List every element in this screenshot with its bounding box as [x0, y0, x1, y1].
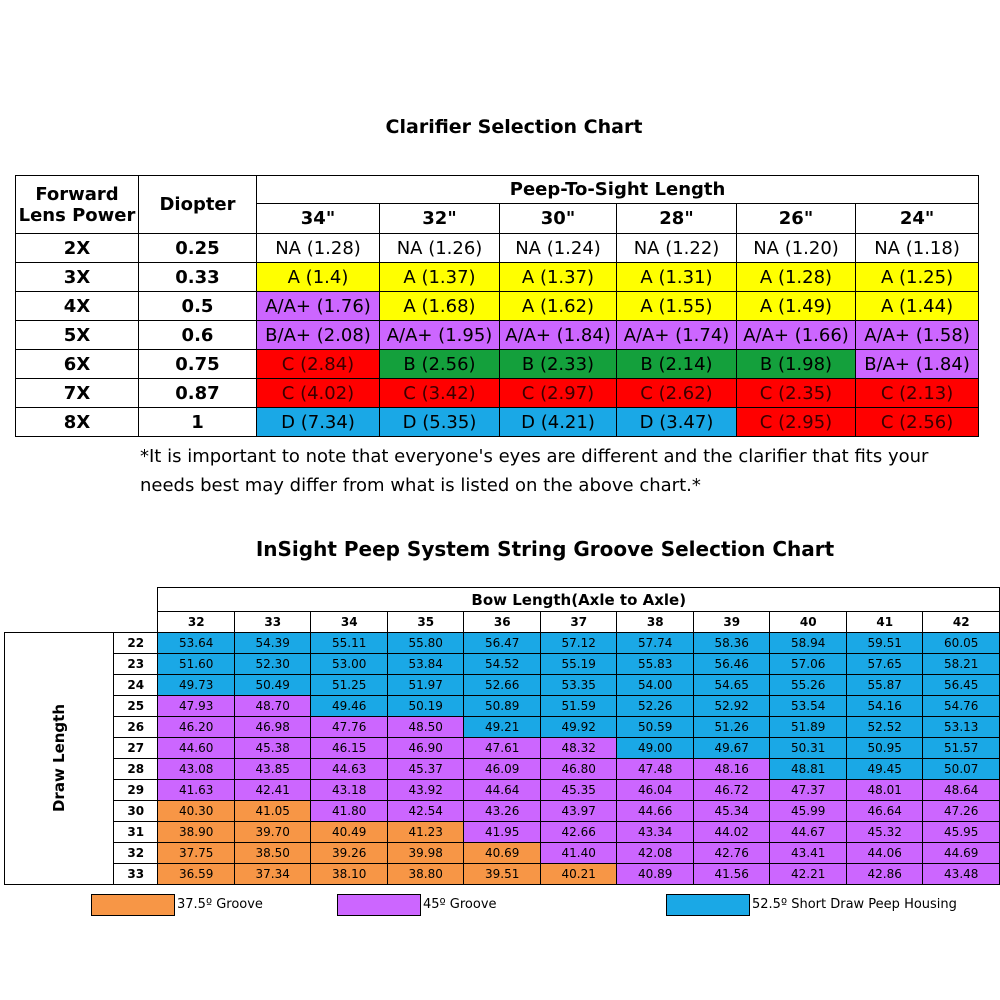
groove-value-cell: 39.51 [464, 863, 541, 884]
clarifier-cell: B (2.56) [380, 350, 500, 379]
clarifier-cell: A (1.37) [500, 263, 617, 292]
bow-length-cell: 34 [311, 612, 388, 633]
groove-value-cell: 43.92 [387, 779, 464, 800]
groove-value-cell: 47.37 [770, 779, 847, 800]
groove-value-cell: 49.92 [540, 716, 617, 737]
groove-value-cell: 54.39 [234, 632, 311, 653]
clarifier-cell: NA (1.28) [257, 234, 380, 263]
legend-swatch-52-groove [666, 894, 750, 916]
bow-length-cell: 40 [770, 612, 847, 633]
groove-value-cell: 52.66 [464, 674, 541, 695]
groove-value-cell: 43.48 [923, 863, 1000, 884]
groove-value-cell: 45.37 [387, 758, 464, 779]
groove-value-cell: 55.11 [311, 632, 388, 653]
groove-value-cell: 53.64 [158, 632, 235, 653]
diopter-cell: 0.87 [139, 379, 257, 408]
clarifier-cell: B (2.14) [617, 350, 737, 379]
legend-swatch-37-groove [91, 894, 175, 916]
groove-value-cell: 40.89 [617, 863, 694, 884]
groove-value-cell: 55.26 [770, 674, 847, 695]
groove-value-cell: 42.86 [846, 863, 923, 884]
draw-length-row [5, 674, 1000, 695]
groove-value-cell: 46.20 [158, 716, 235, 737]
groove-value-cell: 38.80 [387, 863, 464, 884]
clarifier-note-line1: *It is important to note that everyone's eyes are different and the clarifier that fits your [140, 446, 929, 467]
groove-value-cell: 43.85 [234, 758, 311, 779]
draw-length-row [5, 842, 1000, 863]
groove-value-cell: 56.45 [923, 674, 1000, 695]
clarifier-cell: B/A+ (1.84) [856, 350, 979, 379]
groove-value-cell: 53.84 [387, 653, 464, 674]
groove-value-cell: 51.57 [923, 737, 1000, 758]
lens-power-cell: 4X [16, 292, 139, 321]
clarifier-cell: C (3.42) [380, 379, 500, 408]
draw-length-cell: 27 [114, 737, 158, 758]
groove-value-cell: 58.94 [770, 632, 847, 653]
groove-value-cell: 36.59 [158, 863, 235, 884]
clarifier-cell: A (1.25) [856, 263, 979, 292]
groove-value-cell: 48.81 [770, 758, 847, 779]
groove-value-cell: 40.69 [464, 842, 541, 863]
groove-value-cell: 46.15 [311, 737, 388, 758]
groove-value-cell: 46.09 [464, 758, 541, 779]
groove-value-cell: 55.87 [846, 674, 923, 695]
groove-value-cell: 48.50 [387, 716, 464, 737]
draw-length-row [5, 821, 1000, 842]
clarifier-cell: D (5.35) [380, 408, 500, 437]
groove-value-cell: 56.46 [693, 653, 770, 674]
groove-value-cell: 60.05 [923, 632, 1000, 653]
clarifier-row [16, 292, 979, 321]
groove-table-body [5, 588, 1000, 885]
groove-value-cell: 55.80 [387, 632, 464, 653]
groove-value-cell: 50.19 [387, 695, 464, 716]
groove-value-cell: 47.76 [311, 716, 388, 737]
clarifier-cell: NA (1.26) [380, 234, 500, 263]
bow-length-cell: 42 [923, 612, 1000, 633]
clarifier-cell: A (1.28) [737, 263, 856, 292]
clarifier-cell: C (2.13) [856, 379, 979, 408]
diopter-cell: 0.33 [139, 263, 257, 292]
clarifier-selection-table [15, 175, 979, 437]
groove-value-cell: 52.26 [617, 695, 694, 716]
draw-length-cell: 24 [114, 674, 158, 695]
peep-length-header-cell: 30" [500, 204, 617, 234]
diopter-cell: 0.75 [139, 350, 257, 379]
bow-length-cell: 37 [540, 612, 617, 633]
groove-value-cell: 55.83 [617, 653, 694, 674]
clarifier-cell: NA (1.22) [617, 234, 737, 263]
groove-value-cell: 41.23 [387, 821, 464, 842]
groove-value-cell: 51.97 [387, 674, 464, 695]
clarifier-cell: C (2.62) [617, 379, 737, 408]
groove-value-cell: 48.70 [234, 695, 311, 716]
groove-value-cell: 44.60 [158, 737, 235, 758]
legend-label-52-groove: 52.5º Short Draw Peep Housing [752, 897, 957, 912]
groove-value-cell: 44.63 [311, 758, 388, 779]
clarifier-cell: C (2.56) [856, 408, 979, 437]
bow-length-cell: 32 [158, 612, 235, 633]
bow-length-cell: 39 [693, 612, 770, 633]
groove-value-cell: 47.61 [464, 737, 541, 758]
groove-value-cell: 58.36 [693, 632, 770, 653]
groove-value-cell: 53.35 [540, 674, 617, 695]
groove-value-cell: 51.60 [158, 653, 235, 674]
clarifier-cell: C (2.95) [737, 408, 856, 437]
lens-power-cell: 2X [16, 234, 139, 263]
groove-value-cell: 53.13 [923, 716, 1000, 737]
groove-value-cell: 40.21 [540, 863, 617, 884]
bow-length-cell: 41 [846, 612, 923, 633]
draw-length-cell: 29 [114, 779, 158, 800]
draw-length-cell: 32 [114, 842, 158, 863]
forward-lens-power-header-line2: Lens Power [18, 204, 136, 226]
clarifier-cell: A/A+ (1.95) [380, 321, 500, 350]
groove-value-cell: 38.90 [158, 821, 235, 842]
draw-length-row [5, 695, 1000, 716]
groove-value-cell: 52.92 [693, 695, 770, 716]
groove-value-cell: 40.30 [158, 800, 235, 821]
peep-length-header-cell: 26" [737, 204, 856, 234]
diopter-cell: 0.6 [139, 321, 257, 350]
clarifier-chart-title: Clarifier Selection Chart [385, 116, 643, 138]
clarifier-note-line2: needs best may differ from what is listed on the above chart.* [140, 475, 701, 496]
groove-value-cell: 49.46 [311, 695, 388, 716]
groove-value-cell: 44.06 [846, 842, 923, 863]
diopter-cell: 0.5 [139, 292, 257, 321]
groove-value-cell: 46.04 [617, 779, 694, 800]
groove-value-cell: 42.54 [387, 800, 464, 821]
draw-length-row [5, 800, 1000, 821]
groove-value-cell: 53.54 [770, 695, 847, 716]
groove-value-cell: 39.70 [234, 821, 311, 842]
groove-value-cell: 53.00 [311, 653, 388, 674]
draw-length-row [5, 758, 1000, 779]
groove-value-cell: 45.32 [846, 821, 923, 842]
groove-value-cell: 42.41 [234, 779, 311, 800]
clarifier-row [16, 263, 979, 292]
draw-length-cell: 30 [114, 800, 158, 821]
string-groove-selection-table [4, 587, 1000, 885]
groove-value-cell: 47.48 [617, 758, 694, 779]
bow-length-header: Bow Length(Axle to Axle) [158, 588, 1000, 612]
groove-value-cell: 54.52 [464, 653, 541, 674]
groove-value-cell: 50.89 [464, 695, 541, 716]
peep-length-header-cell: 28" [617, 204, 737, 234]
draw-length-row [5, 653, 1000, 674]
draw-length-header [5, 632, 114, 884]
groove-value-cell: 47.93 [158, 695, 235, 716]
clarifier-cell: NA (1.18) [856, 234, 979, 263]
diopter-cell: 0.25 [139, 234, 257, 263]
draw-length-label: Draw Length [50, 703, 69, 813]
groove-value-cell: 39.98 [387, 842, 464, 863]
groove-value-cell: 57.65 [846, 653, 923, 674]
groove-value-cell: 49.67 [693, 737, 770, 758]
draw-length-cell: 25 [114, 695, 158, 716]
groove-value-cell: 43.08 [158, 758, 235, 779]
groove-value-cell: 59.51 [846, 632, 923, 653]
clarifier-table-body [16, 234, 979, 437]
groove-value-cell: 51.59 [540, 695, 617, 716]
peep-to-sight-length-header: Peep-To-Sight Length [257, 176, 979, 204]
clarifier-cell: A (1.62) [500, 292, 617, 321]
groove-value-cell: 42.76 [693, 842, 770, 863]
clarifier-cell: A/A+ (1.58) [856, 321, 979, 350]
draw-length-cell: 23 [114, 653, 158, 674]
groove-value-cell: 44.66 [617, 800, 694, 821]
groove-value-cell: 46.80 [540, 758, 617, 779]
groove-value-cell: 41.56 [693, 863, 770, 884]
groove-value-cell: 54.16 [846, 695, 923, 716]
groove-value-cell: 41.63 [158, 779, 235, 800]
groove-value-cell: 41.80 [311, 800, 388, 821]
clarifier-cell: C (4.02) [257, 379, 380, 408]
groove-value-cell: 42.08 [617, 842, 694, 863]
groove-value-cell: 50.31 [770, 737, 847, 758]
groove-value-cell: 48.32 [540, 737, 617, 758]
draw-length-row [5, 632, 1000, 653]
draw-length-cell: 26 [114, 716, 158, 737]
legend-swatch-45-groove [337, 894, 421, 916]
bow-length-cell: 35 [387, 612, 464, 633]
groove-value-cell: 42.21 [770, 863, 847, 884]
draw-length-row [5, 863, 1000, 884]
groove-value-cell: 52.52 [846, 716, 923, 737]
groove-corner-blank [5, 588, 158, 612]
groove-value-cell: 37.34 [234, 863, 311, 884]
groove-value-cell: 45.34 [693, 800, 770, 821]
groove-value-cell: 49.00 [617, 737, 694, 758]
groove-value-cell: 49.21 [464, 716, 541, 737]
groove-value-cell: 44.67 [770, 821, 847, 842]
groove-value-cell: 38.50 [234, 842, 311, 863]
groove-value-cell: 50.95 [846, 737, 923, 758]
lens-power-cell: 7X [16, 379, 139, 408]
clarifier-cell: A/A+ (1.66) [737, 321, 856, 350]
clarifier-row [16, 408, 979, 437]
groove-value-cell: 52.30 [234, 653, 311, 674]
clarifier-row [16, 350, 979, 379]
groove-chart-title: InSight Peep System String Groove Selection Chart [255, 537, 835, 561]
groove-value-cell: 38.10 [311, 863, 388, 884]
clarifier-cell: A (1.49) [737, 292, 856, 321]
groove-value-cell: 43.34 [617, 821, 694, 842]
clarifier-cell: D (4.21) [500, 408, 617, 437]
groove-value-cell: 57.12 [540, 632, 617, 653]
groove-value-cell: 43.41 [770, 842, 847, 863]
groove-value-cell: 57.06 [770, 653, 847, 674]
groove-value-cell: 51.26 [693, 716, 770, 737]
groove-value-cell: 43.18 [311, 779, 388, 800]
clarifier-cell: B/A+ (2.08) [257, 321, 380, 350]
groove-value-cell: 45.38 [234, 737, 311, 758]
clarifier-cell: C (2.35) [737, 379, 856, 408]
groove-value-cell: 37.75 [158, 842, 235, 863]
groove-value-cell: 45.35 [540, 779, 617, 800]
groove-value-cell: 45.95 [923, 821, 1000, 842]
groove-corner-blank-2 [5, 612, 158, 633]
clarifier-cell: A/A+ (1.76) [257, 292, 380, 321]
groove-value-cell: 44.69 [923, 842, 1000, 863]
groove-value-cell: 50.07 [923, 758, 1000, 779]
groove-value-cell: 49.73 [158, 674, 235, 695]
clarifier-cell: A/A+ (1.84) [500, 321, 617, 350]
groove-value-cell: 46.64 [846, 800, 923, 821]
bow-length-cell: 36 [464, 612, 541, 633]
groove-value-cell: 43.26 [464, 800, 541, 821]
draw-length-cell: 28 [114, 758, 158, 779]
bow-length-cell: 33 [234, 612, 311, 633]
groove-value-cell: 43.97 [540, 800, 617, 821]
groove-value-cell: 46.98 [234, 716, 311, 737]
clarifier-cell: A (1.68) [380, 292, 500, 321]
draw-length-row [5, 716, 1000, 737]
groove-value-cell: 46.72 [693, 779, 770, 800]
groove-value-cell: 50.49 [234, 674, 311, 695]
lens-power-cell: 5X [16, 321, 139, 350]
lens-power-cell: 3X [16, 263, 139, 292]
groove-value-cell: 46.90 [387, 737, 464, 758]
clarifier-row [16, 379, 979, 408]
clarifier-cell: B (1.98) [737, 350, 856, 379]
groove-value-cell: 40.49 [311, 821, 388, 842]
draw-length-cell: 22 [114, 632, 158, 653]
peep-length-header-cell: 32" [380, 204, 500, 234]
groove-value-cell: 44.02 [693, 821, 770, 842]
legend-label-37-groove: 37.5º Groove [177, 897, 263, 912]
diopter-cell: 1 [139, 408, 257, 437]
groove-value-cell: 56.47 [464, 632, 541, 653]
groove-value-cell: 48.64 [923, 779, 1000, 800]
forward-lens-power-header-line1: Forward [35, 183, 119, 205]
peep-length-header-cell: 34" [257, 204, 380, 234]
groove-value-cell: 51.25 [311, 674, 388, 695]
clarifier-cell: NA (1.24) [500, 234, 617, 263]
groove-value-cell: 44.64 [464, 779, 541, 800]
groove-value-cell: 58.21 [923, 653, 1000, 674]
lens-power-cell: 8X [16, 408, 139, 437]
clarifier-row [16, 321, 979, 350]
groove-value-cell: 41.05 [234, 800, 311, 821]
groove-value-cell: 45.99 [770, 800, 847, 821]
bow-length-cell: 38 [617, 612, 694, 633]
groove-value-cell: 41.40 [540, 842, 617, 863]
groove-value-cell: 54.00 [617, 674, 694, 695]
lens-power-cell: 6X [16, 350, 139, 379]
groove-value-cell: 51.89 [770, 716, 847, 737]
clarifier-cell: A/A+ (1.74) [617, 321, 737, 350]
clarifier-note [140, 442, 970, 500]
clarifier-cell: A (1.55) [617, 292, 737, 321]
groove-value-cell: 49.45 [846, 758, 923, 779]
groove-value-cell: 41.95 [464, 821, 541, 842]
groove-value-cell: 48.01 [846, 779, 923, 800]
draw-length-row [5, 737, 1000, 758]
clarifier-row [16, 234, 979, 263]
clarifier-cell: A (1.4) [257, 263, 380, 292]
groove-value-cell: 54.76 [923, 695, 1000, 716]
groove-value-cell: 39.26 [311, 842, 388, 863]
clarifier-cell: C (2.84) [257, 350, 380, 379]
clarifier-cell: NA (1.20) [737, 234, 856, 263]
groove-value-cell: 47.26 [923, 800, 1000, 821]
forward-lens-power-header [16, 176, 139, 234]
groove-value-cell: 54.65 [693, 674, 770, 695]
clarifier-cell: C (2.97) [500, 379, 617, 408]
groove-value-cell: 50.59 [617, 716, 694, 737]
diopter-header: Diopter [139, 176, 257, 234]
bow-length-values-row [5, 612, 1000, 633]
draw-length-row [5, 779, 1000, 800]
groove-value-cell: 57.74 [617, 632, 694, 653]
clarifier-cell: D (7.34) [257, 408, 380, 437]
clarifier-cell: A (1.31) [617, 263, 737, 292]
legend-label-45-groove: 45º Groove [423, 897, 497, 912]
clarifier-cell: B (2.33) [500, 350, 617, 379]
clarifier-cell: D (3.47) [617, 408, 737, 437]
peep-length-header-cell: 24" [856, 204, 979, 234]
clarifier-cell: A (1.37) [380, 263, 500, 292]
draw-length-cell: 31 [114, 821, 158, 842]
draw-length-cell: 33 [114, 863, 158, 884]
clarifier-cell: A (1.44) [856, 292, 979, 321]
groove-value-cell: 42.66 [540, 821, 617, 842]
groove-value-cell: 48.16 [693, 758, 770, 779]
groove-value-cell: 55.19 [540, 653, 617, 674]
